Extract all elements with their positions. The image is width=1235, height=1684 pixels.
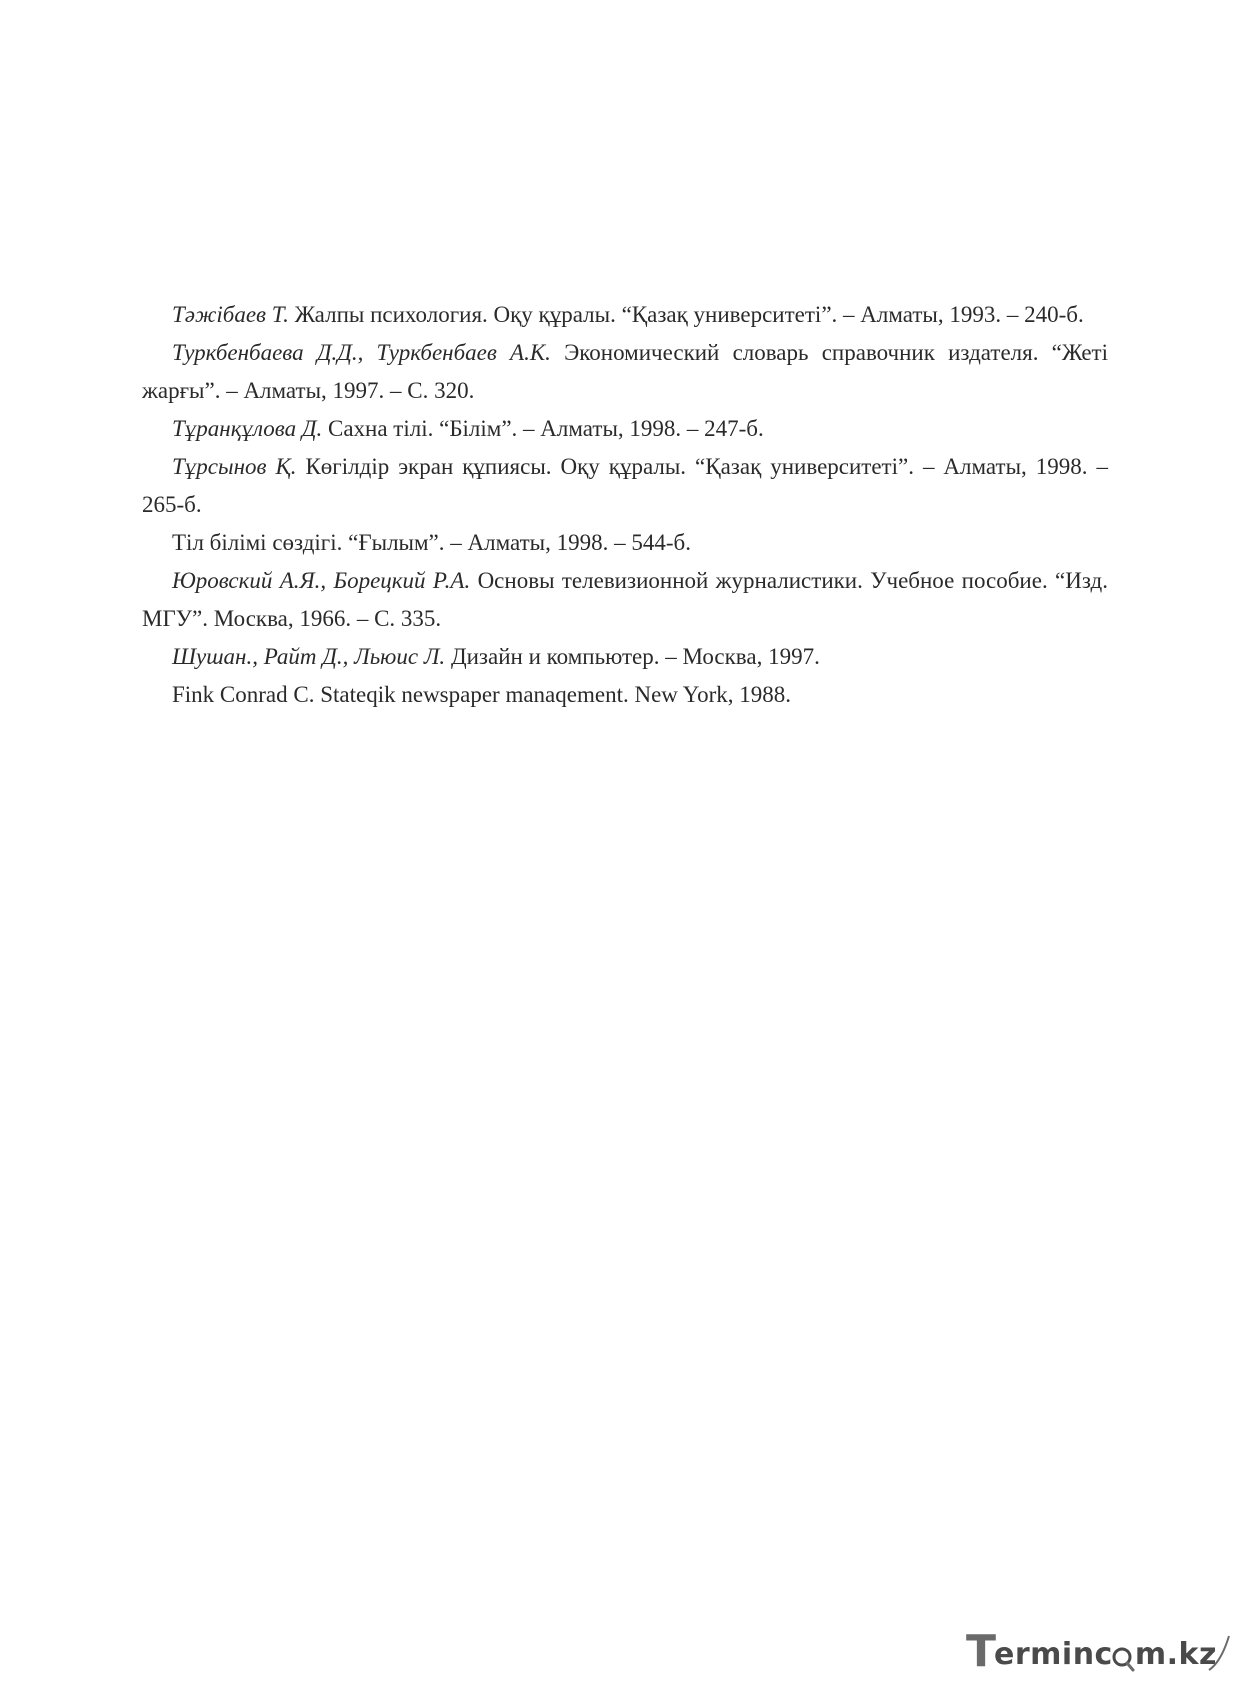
logo-letter-t: T [966,1626,997,1677]
reference-text: Fink Conrad C. Stateqik newspaper manaqement. New York, 1988. [172,682,792,707]
reference-item [142,448,1108,524]
reference-author: Тәжібаев Т. [172,302,289,327]
reference-author: Шушан., Райт Д., Льюис Л. [172,644,446,669]
reference-text: Көгілдір экран құпиясы. Оқу құралы. “Қазақ университеті”. – Алматы, 1998. – 265-б. [142,454,1108,517]
reference-item [142,676,1108,714]
reference-list [142,296,1108,714]
logo-text-middle: erminc [994,1637,1113,1672]
swoosh-icon [1207,1632,1235,1672]
reference-item [142,334,1108,410]
reference-text: Дизайн и компьютер. – Москва, 1997. [445,644,820,669]
reference-item [142,562,1108,638]
reference-text: Тіл білімі сөздігі. “Ғылым”. – Алматы, 1998. – 544-б. [172,530,691,555]
logo-text-end: m.kz [1134,1637,1217,1672]
reference-text: Экономический словарь справочник издателя. “Жеті жарғы”. – Алматы, 1997. – С. 320. [142,340,1108,403]
reference-text: Жалпы психология. Оқу құралы. “Қазақ университеті”. – Алматы, 1993. – 240-б. [288,302,1084,327]
reference-text: Основы телевизионной журналистики. Учебное пособие. “Изд. МГУ”. Москва, 1966. – С. 335. [142,568,1108,631]
reference-author: Тұранқұлова Д. [172,416,323,441]
reference-item [142,410,1108,448]
magnifier-icon [1111,1642,1135,1672]
reference-author: Юровский А.Я., Борецкий Р.А. [172,568,471,593]
reference-item [142,638,1108,676]
reference-text: Сахна тілі. “Білім”. – Алматы, 1998. – 247-б. [322,416,764,441]
reference-item [142,524,1108,562]
reference-author: Тұрсынов Қ. [172,454,297,479]
termincom-logo [966,1626,1235,1677]
reference-item [142,296,1108,334]
reference-author: Туркбенбаева Д.Д., Туркбенбаев А.К. [172,340,551,365]
